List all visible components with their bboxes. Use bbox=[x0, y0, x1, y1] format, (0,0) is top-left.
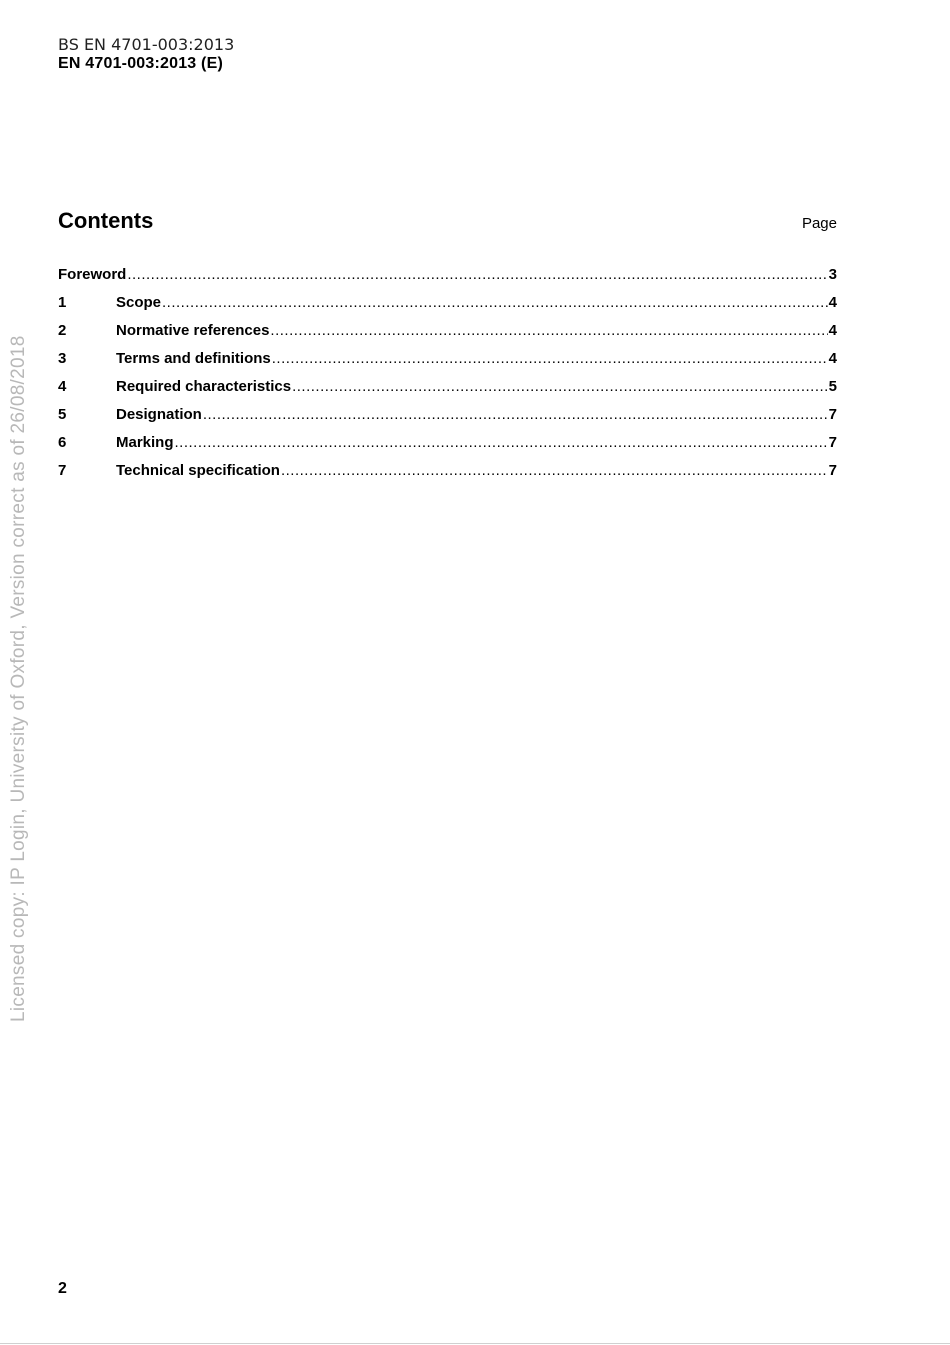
toc-entry-marking[interactable] bbox=[58, 434, 837, 462]
toc-entry-required-characteristics[interactable] bbox=[58, 378, 837, 406]
toc-entry-page: 7 bbox=[828, 406, 837, 423]
toc-entry-label: Required characteristics bbox=[116, 378, 292, 395]
toc-entry-label: Foreword bbox=[58, 266, 127, 283]
toc-entry-label: Marking bbox=[116, 434, 174, 451]
toc-entry-designation[interactable] bbox=[58, 406, 837, 434]
toc-entry-label: Terms and definitions bbox=[116, 350, 271, 367]
toc-entry-label: Technical specification bbox=[116, 462, 280, 479]
dot-leader bbox=[175, 434, 828, 451]
page-number: 2 bbox=[58, 1280, 67, 1297]
dot-leader bbox=[281, 462, 828, 479]
toc-entry-scope[interactable] bbox=[58, 294, 837, 322]
dot-leader bbox=[272, 350, 828, 367]
toc-entry-page: 3 bbox=[828, 266, 837, 283]
toc-entry-page: 4 bbox=[828, 350, 837, 367]
toc-entry-page: 7 bbox=[828, 462, 837, 479]
toc-entry-number: 3 bbox=[58, 350, 67, 367]
dot-leader bbox=[292, 378, 828, 395]
toc-entry-number: 6 bbox=[58, 434, 67, 451]
dot-leader bbox=[203, 406, 828, 423]
toc-entry-label: Designation bbox=[116, 406, 202, 423]
dot-leader bbox=[270, 322, 827, 339]
toc-entry-page: 7 bbox=[828, 434, 837, 451]
toc-entry-page: 4 bbox=[828, 294, 837, 311]
dot-leader bbox=[162, 294, 828, 311]
toc-entry-number: 2 bbox=[58, 322, 67, 339]
standard-designation-en: EN 4701-003:2013 (E) bbox=[58, 55, 223, 72]
contents-title: Contents bbox=[58, 208, 154, 233]
standard-designation-bs: BS EN 4701-003:2013 bbox=[58, 35, 235, 54]
toc-entry-number: 5 bbox=[58, 406, 67, 423]
toc-entry-number: 4 bbox=[58, 378, 67, 395]
toc-entry-label: Normative references bbox=[116, 322, 270, 339]
toc-entry-page: 5 bbox=[828, 378, 837, 395]
toc-entry-number: 7 bbox=[58, 462, 67, 479]
toc-entry-page: 4 bbox=[828, 322, 837, 339]
toc-entry-label: Scope bbox=[116, 294, 162, 311]
page-column-label: Page bbox=[801, 215, 837, 232]
toc-entry-technical-specification[interactable] bbox=[58, 462, 837, 490]
toc-entry-terms-and-definitions[interactable] bbox=[58, 350, 837, 378]
table-of-contents bbox=[58, 266, 837, 490]
toc-entry-foreword[interactable] bbox=[58, 266, 837, 294]
page-edge-divider bbox=[0, 1343, 950, 1344]
toc-entry-normative-references[interactable] bbox=[58, 322, 837, 350]
license-watermark: Licensed copy: IP Login, University of Oxford, Version correct as of 26/08/2018 bbox=[8, 335, 29, 1022]
toc-entry-number: 1 bbox=[58, 294, 67, 311]
dot-leader bbox=[127, 266, 827, 283]
